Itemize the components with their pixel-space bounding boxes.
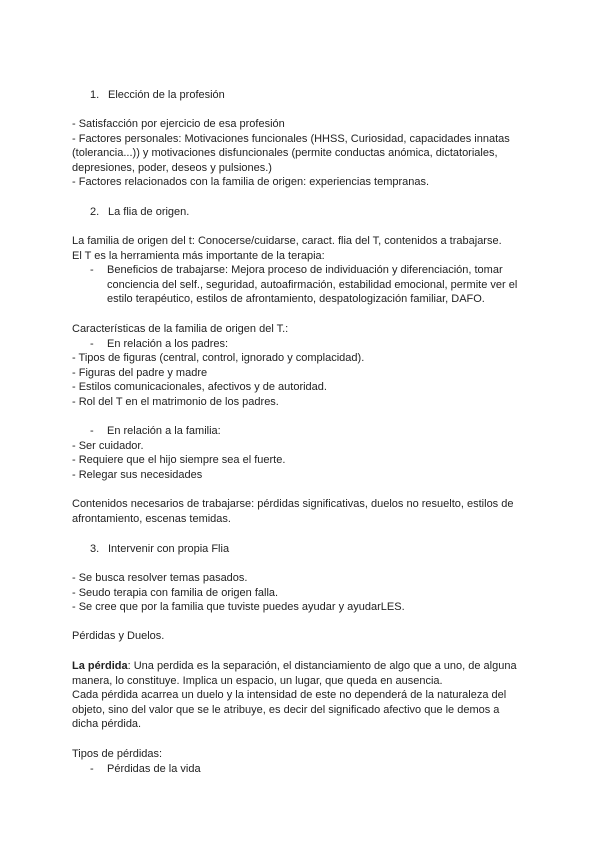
section-3-heading [90,542,229,557]
perdidas-title [72,629,528,644]
list-item: - Seudo terapia con familia de origen falla. [72,586,279,599]
tipos-heading: Tipos de pérdidas: [72,748,163,760]
section-2-intro [72,234,528,307]
contenidos-paragraph [72,497,528,526]
list-item: - Estilos comunicacionales, afectivos y de autoridad. [72,381,327,394]
bullet-dash: - [90,762,94,775]
caracteristicas-block [72,322,528,410]
section-3-number: 3. [90,543,100,555]
caracteristicas-heading: Características de la familia de origen del T.: [72,323,289,335]
list-item: - Factores personales: Motivaciones funcionales (HHSS, Curiosidad, capacidades innatas (tolerancia...)) y motivaciones disfuncionales (permite conductas anómica, dictatoriales, depresiones, poder, deseos y pulsiones.) [72,132,510,174]
paragraph: Contenidos necesarios de trabajarse: pérdidas significativas, duelos no resuelto, estilos de afrontamiento, escenas temidas. [72,498,514,525]
section-1-title: Elección de la profesión [108,89,225,101]
paragraph [72,659,528,688]
list-item: - Satisfacción por ejercicio de esa profesión [72,118,285,130]
list-item: - Factores relacionados con la familia de origen: experiencias tempranas. [72,176,430,189]
list-item: - Se busca resolver temas pasados. [72,572,248,584]
list-item: - Relegar sus necesidades [72,468,203,481]
bullet-padres [72,337,528,352]
list-item: - Requiere que el hijo siempre sea el fuerte. [72,454,286,467]
bullet-perdidas-vida [72,762,528,777]
tipos-block [72,747,528,776]
section-3-title: Intervenir con propia Flia [108,543,230,555]
section-1-list [72,117,528,190]
bullet-text: Beneficios de trabajarse: Mejora proceso de individuación y diferenciación, tomar conciencia del self., seguridad, autoafirmación, estabilidad emocional, permite ver el estilo terapéutico, estilos de afrontamiento, despatologización familiar, DAFO. [107,264,518,306]
list-item: - Figuras del padre y madre [72,366,208,379]
section-2-title: La flia de origen. [108,206,190,218]
bullet-dash: - [90,337,94,350]
list-item: - Ser cuidador. [72,439,144,452]
perdida-text: : Una perdida es la separación, el distanciamiento de algo que a uno, de alguna manera, lo constituye. Implica un espacio, un lugar, que queda en ausencia. [72,660,517,687]
paragraph: El T es la herramienta más importante de la terapia: [72,249,325,262]
section-3-list [72,571,528,615]
section-1-number: 1. [90,89,100,101]
section-1-heading [90,88,225,103]
familia-block [72,424,528,482]
list-item: - Rol del T en el matrimonio de los padres. [72,395,279,408]
section-2-number: 2. [90,206,100,218]
bullet-text: En relación a la familia: [107,425,221,437]
list-item: - Tipos de figuras (central, control, ignorado y complacidad). [72,352,365,365]
list-item: - Se cree que por la familia que tuviste puedes ayudar y ayudarLES. [72,601,405,614]
bullet-text: En relación a los padres: [107,337,229,350]
section-2-heading [90,205,189,220]
perdida-term: La pérdida [72,660,128,672]
paragraph: Cada pérdida acarrea un duelo y la intensidad de este no dependerá de la naturaleza del objeto, sino del valor que se le atribuye, es decir del significado afectivo que le demos a dicha pérdida. [72,689,507,731]
bullet-dash: - [90,264,94,277]
perdida-definition [72,659,528,732]
bullet-familia [72,424,528,439]
bullet-text: Pérdidas de la vida [107,762,201,775]
bullet-dash: - [90,425,94,437]
bullet-beneficios [72,263,528,307]
paragraph: La familia de origen del t: Conocerse/cuidarse, caract. flia del T, contenidos a trabajarse. [72,235,502,247]
heading: Pérdidas y Duelos. [72,630,165,642]
